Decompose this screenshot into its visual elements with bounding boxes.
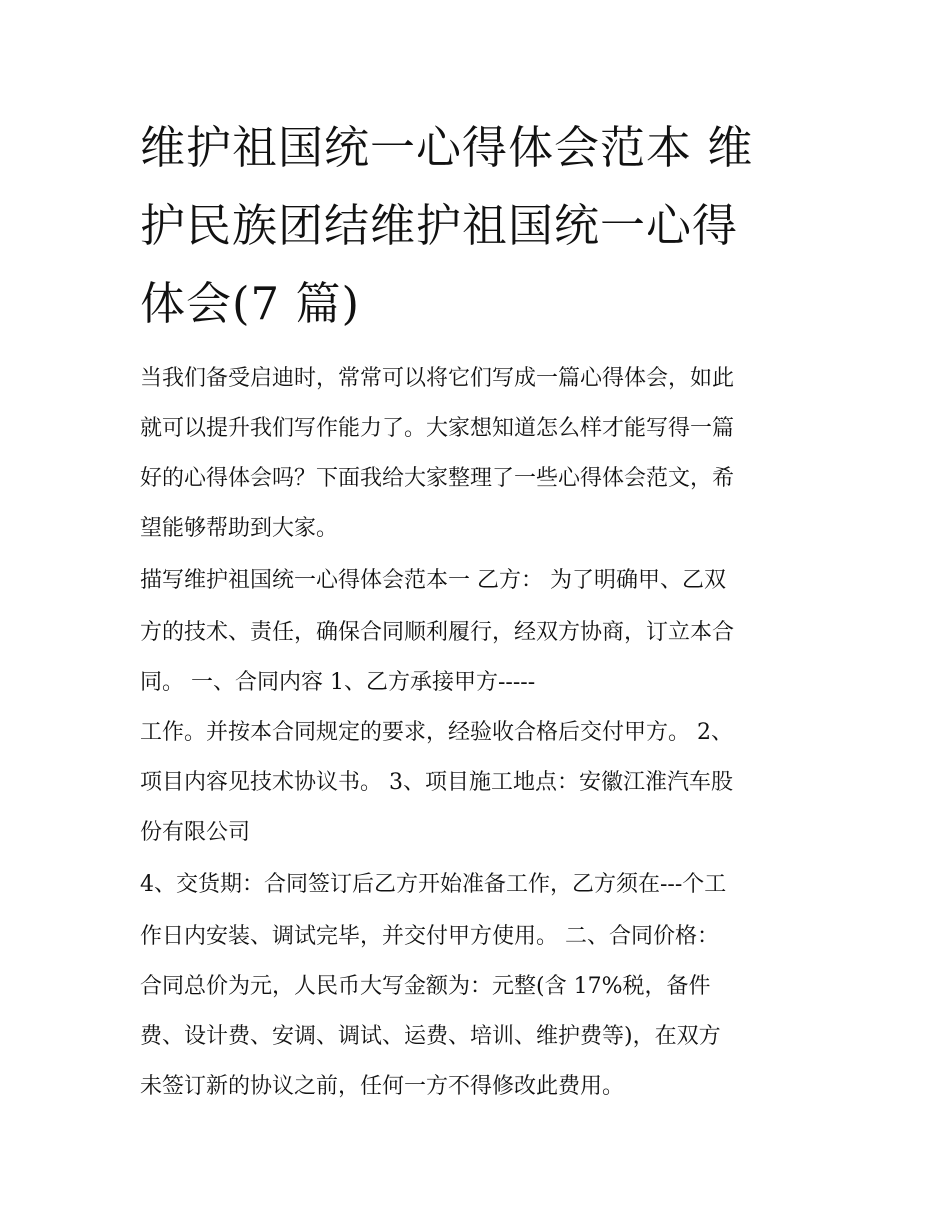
body-line-1: 当我们备受启迪时，常常可以将它们写成一篇心得体会，如此 — [140, 366, 735, 391]
body-line-11: 4、交货期：合同签订后乙方开始准备工作，乙方须在---个工 — [140, 872, 727, 897]
body-line-14: 费、设计费、安调、调试、运费、培训、维护费等)，在双方 — [140, 1024, 721, 1049]
body-line-3: 好的心得体会吗？下面我给大家整理了一些心得体会范文，希 — [140, 466, 735, 491]
body-line-15: 未签订新的协议之前，任何一方不得修改此费用。 — [140, 1074, 625, 1099]
body-line-9: 项目内容见技术协议书。 3、项目施工地点：安徽江淮汽车股 — [140, 770, 733, 795]
body-line-13: 合同总价为元，人民币大写金额为：元整(含 17%税，备件 — [140, 974, 711, 999]
body-line-7: 同。 一、合同内容 1、乙方承接甲方----- — [140, 670, 536, 695]
body-line-4: 望能够帮助到大家。 — [140, 516, 339, 541]
title-line-2: 护民族团结维护祖国统一心得 — [140, 199, 739, 252]
body-line-6: 方的技术、责任，确保合同顺利履行，经双方协商，订立本合 — [140, 620, 735, 645]
body-line-8: 工作。并按本合同规定的要求，经验收合格后交付甲方。 2、 — [140, 720, 733, 745]
title-line-3: 体会(7 篇) — [140, 277, 361, 330]
title-line-1: 维护祖国统一心得体会范本 维 — [140, 121, 754, 174]
body-line-5: 描写维护祖国统一心得体会范本一 乙方： 为了明确甲、乙双 — [140, 568, 726, 593]
body-line-10: 份有限公司 — [140, 820, 251, 845]
body-line-12: 作日内安装、调试完毕，并交付甲方使用。 二、合同价格： — [140, 924, 719, 949]
body-line-2: 就可以提升我们写作能力了。大家想知道怎么样才能写得一篇 — [140, 416, 735, 441]
